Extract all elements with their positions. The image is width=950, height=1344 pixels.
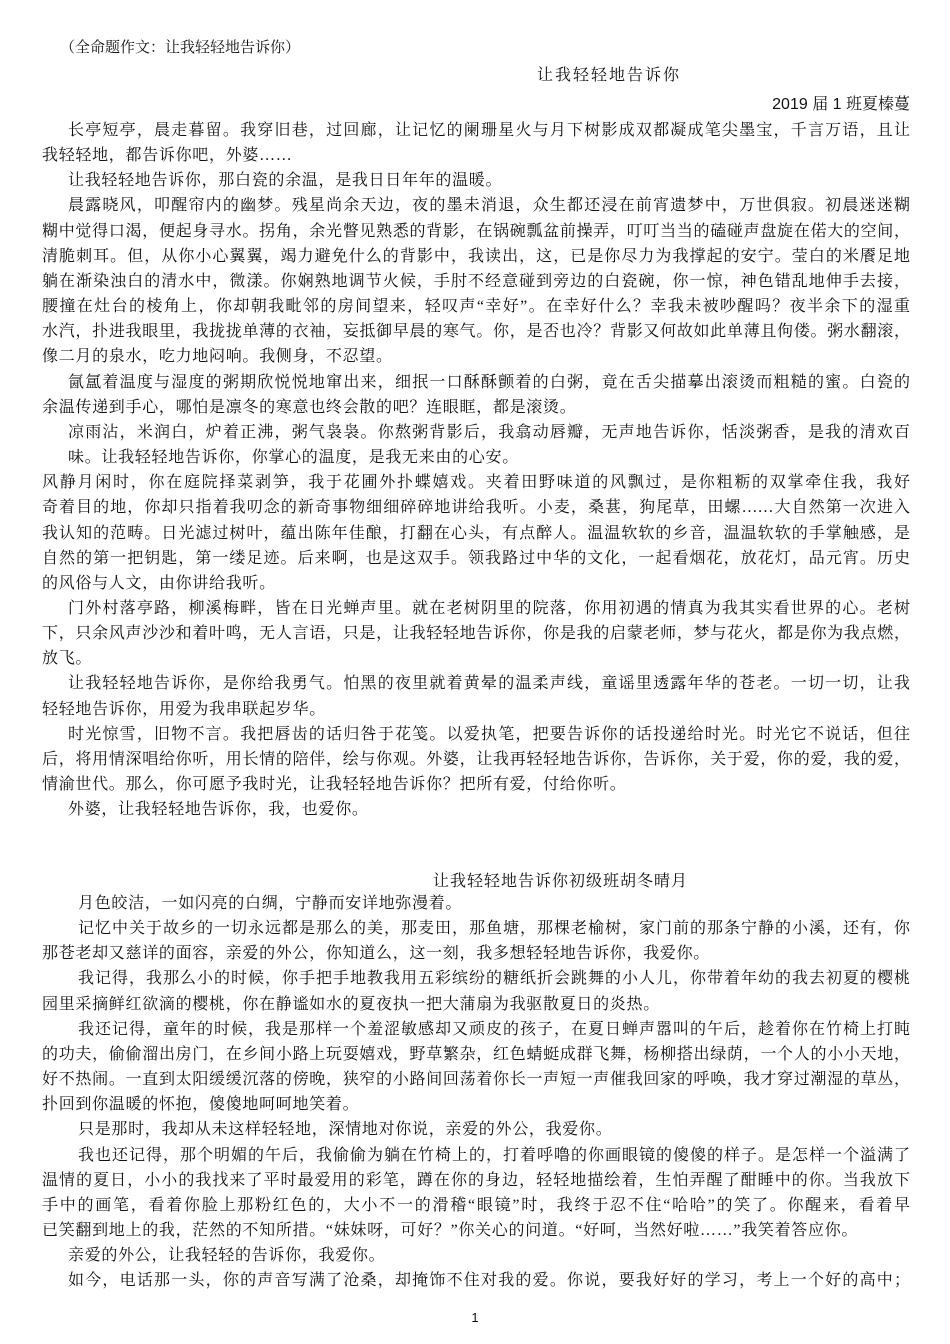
text-line: 情渝世代。那么，你可愿予我时光，让我轻轻地告诉你？把所有爱，付给你听。 [42,776,627,794]
text-line: 已笑翻到地上的我，茫然的不知所措。“妹妹呀，可好？”你关心的问道。“好呵，当然好啦……”我笑着答应你。 [42,1222,859,1240]
essay2-heading: 让我轻轻地告诉你初级班胡冬晴月 [433,873,689,890]
essay1-paragraph-5 [42,420,910,470]
text-line: 像二月的泉水，吃力地闷响。我侧身，不忍望。 [42,348,393,366]
essay1-paragraph-1 [42,118,910,168]
text-line: 奇着目的地，你却只指着我叨念的新奇事物细细碎碎地讲给我听。小麦，桑葚，狗尾草，田螺……大自然第一次进入 [42,499,910,517]
essay1-paragraph-8 [42,671,910,721]
text-line: 氤氲着温度与湿度的粥期欣悦悦地窜出来，细抿一口酥酥颤着的白粥，竟在舌尖描摹出滚烫而粗糙的蜜。白瓷的 [68,373,910,391]
text-line: 腰撞在灶台的棱角上，你却朝我毗邻的房间望来，轻叹声“幸好”。在幸好什么？幸我未被吵醒吗？夜半余下的湿重 [42,298,910,316]
text-line: 糊中觉得口渴，便起身寻水。拐角，余光瞥见熟悉的背影，在锅碗瓢盆前操弄，叮叮当当的磕碰声盘旋在偌大的空间， [42,222,910,240]
text-line: 我记得，我那么小的时候，你手把手地教我用五彩缤纷的糖纸折会跳舞的小人儿，你带着年幼的我去初夏的樱桃 [78,970,910,988]
essay1-paragraph-6 [42,470,910,596]
text-line: 温情的夏日，小小的我找来了平时最爱用的彩笔，蹲在你的身边，轻轻地描绘着，生怕弄醒了酣睡中的你。当我放下 [42,1171,910,1189]
essay2-paragraph-5 [42,1117,910,1142]
text-line: 我也还记得，那个明媚的午后，我偷偷为躺在竹椅上的，打着呼噜的你画眼镜的傻傻的样子。是怎样一个溢满了 [78,1146,910,1164]
text-line: 轻轻地告诉你，用爱为我串联起岁华。 [42,700,326,718]
text-line: 让我轻轻地告诉你，是你给我勇气。怕黑的夜里就着黄晕的温柔声线，童谣里透露年华的苍老。一切一切，让我 [68,675,910,693]
essay1-paragraph-7 [42,596,910,671]
text-line: 如今，电话那一头，你的声音写满了沧桑，却掩饰不住对我的爱。你说，要我好好的学习，考上一个好的高中； [68,1272,910,1290]
text-line: 门外村落亭路，柳溪梅畔，皆在日光蝉声里。就在老树阴里的院落，你用初遇的情真为我其实看世界的心。老树 [68,599,910,617]
essay2-paragraph-2 [42,916,910,966]
text-line: 好不热闹。一直到太阳缓缓沉落的傍晚，狭窄的小路间回荡着你长一声短一声催我回家的呼唤，我才穿过潮湿的草丛， [42,1071,910,1089]
text-line: 外婆，让我轻轻地告诉你，我，也爱你。 [68,801,369,819]
text-line: 风静月闲时，你在庭院择菜剥笋，我于花圃外扑蝶嬉戏。夹着田野味道的风飘过，是你粗粝的双掌牵住我，我好 [42,474,910,492]
essay2-paragraph-4 [42,1017,910,1118]
essay1-paragraph-4 [42,370,910,420]
text-line: 我轻轻地，都告诉你吧，外婆…… [42,147,293,165]
essay2-paragraph-7 [42,1243,910,1268]
essay1-author: 2019 届 1 班夏榛蔓 [772,96,910,113]
assignment-note: （全命题作文：让我轻轻地告诉你） [60,40,301,56]
text-line: 我认知的范畴。日光滤过树叶，蕴出陈年佳酿，打翻在心头，有点醉人。温温软软的乡音，温温软软的手掌触感，是 [42,524,910,542]
text-line: 月色皎洁，一如闪亮的白绸，宁静而安详地弥漫着。 [78,895,463,912]
essay2-paragraph-6 [42,1143,910,1244]
page-number: 1 [471,1310,479,1325]
text-line: 晨露晓风，叩醒帘内的幽梦。残星尚余天边，夜的墨未消退，众生都还浸在前宵遗梦中，万世俱寂。初晨迷迷糊 [68,197,910,215]
text-line: 扑回到你温暖的怀抱，傻傻地呵呵地笑着。 [42,1096,360,1114]
text-line: 后，将用情深唱给你听，用长情的陪伴，绘与你观。外婆，让我再轻轻地告诉你，告诉你，关于爱，你的爱，我的爱， [42,750,910,768]
essay1-paragraph-10 [42,797,910,822]
essay1-title: 让我轻轻地告诉你 [537,67,682,84]
text-line: 的风俗与人文，由你讲给我听。 [42,574,276,592]
essay1-paragraph-9 [42,722,910,797]
text-line: 手中的画笔，看着你脸上那粉红色的，大小不一的滑稽“眼镜”时，我终于忍不住“哈哈”的笑了。你醒来，看着早 [42,1196,910,1214]
text-line: 的功夫，偷偷溜出房门，在乡间小路上玩耍嬉戏，野草繁杂，红色蜻蜓成群飞舞，杨柳搭出绿荫，一个人的小小天地， [42,1045,910,1063]
text-line: 长亭短亭，晨走暮留。我穿旧巷，过回廊，让记忆的阑珊星火与月下树影成双都凝成笔尖墨宝，千言万语，且让 [68,122,910,139]
text-line: 只是那时，我却从未这样轻轻地，深情地对你说，亲爱的外公，我爱你。 [78,1121,613,1139]
text-line: 我还记得，童年的时候，我是那样一个羞涩敏感却又顽皮的孩子，在夏日蝉声嚣叫的午后，趁着你在竹椅上打盹 [78,1020,910,1038]
text-line: 让我轻轻地告诉你，那白瓷的余温，是我日日年年的温暖。 [68,172,503,190]
essay1-paragraph-3 [42,193,910,369]
text-line: 时光惊雪，旧物不言。我把唇齿的话归咎于花笺。以爱执笔，把要告诉你的话投递给时光。时光它不说话，但往 [68,725,910,743]
essay2-body [42,891,910,1294]
text-line: 那苍老却又慈详的面容，亲爱的外公，你知道么，这一刻，我多想轻轻地告诉你，我爱你。 [42,945,711,963]
essay2-paragraph-8 [42,1268,910,1293]
text-line: 下，只余风声沙沙和着叶鸣，无人言语，只是，让我轻轻地告诉你，你是我的启蒙老师，梦与花火，都是你为我点燃， [42,625,910,643]
text-line: 躺在渐染浊白的清水中，微漾。你娴熟地调节火候，手肘不经意碰到旁边的白瓷碗，你一惊，神色错乱地伸手去接， [42,272,910,290]
essay2-paragraph-1 [42,891,910,916]
text-line: 余温传递到手心，哪怕是凛冬的寒意也终会散的吧？连眼眶，都是滚烫。 [42,398,577,416]
text-line: 凉雨沾，米润白，炉着正沸，粥气袅袅。你熬粥背影后，我翕动唇瓣，无声地告诉你，恬淡粥香，是我的清欢百 [68,423,910,441]
essay1-paragraph-2 [42,168,910,193]
text-line: 园里采摘鲜红欲滴的樱桃，你在静谧如水的夏夜执一把大蒲扇为我驱散夏日的炎热。 [42,995,660,1013]
text-line: 记忆中关于故乡的一切永远都是那么的美，那麦田，那鱼塘，那棵老榆树，家门前的那条宁静的小溪，还有，你 [78,920,910,938]
essay2-paragraph-3 [42,966,910,1016]
text-line: 清脆刺耳。但，从你小心翼翼，竭力避免什么的背影中，我读出，这，已是你尽力为我撑起的安宁。莹白的米餍足地 [42,247,910,265]
text-line: 自然的第一把钥匙，第一缕足迹。后来啊，也是这双手。领我路过中华的文化，一起看烟花，放花灯，品元宵。历史 [42,549,910,567]
text-line: 放飞。 [42,650,93,668]
text-line: 亲爱的外公，让我轻轻的告诉你，我爱你。 [68,1247,386,1265]
text-line: 水汽，扑进我眼里，我拢拢单薄的衣袖，妄抵御早晨的寒气。你，是否也冷？背影又何故如此单薄且佝偻。粥水翻滚， [42,323,910,341]
text-line: 味。让我轻轻地告诉你，你掌心的温度，是我无来由的心安。 [68,449,519,467]
essay1-body [42,118,910,822]
